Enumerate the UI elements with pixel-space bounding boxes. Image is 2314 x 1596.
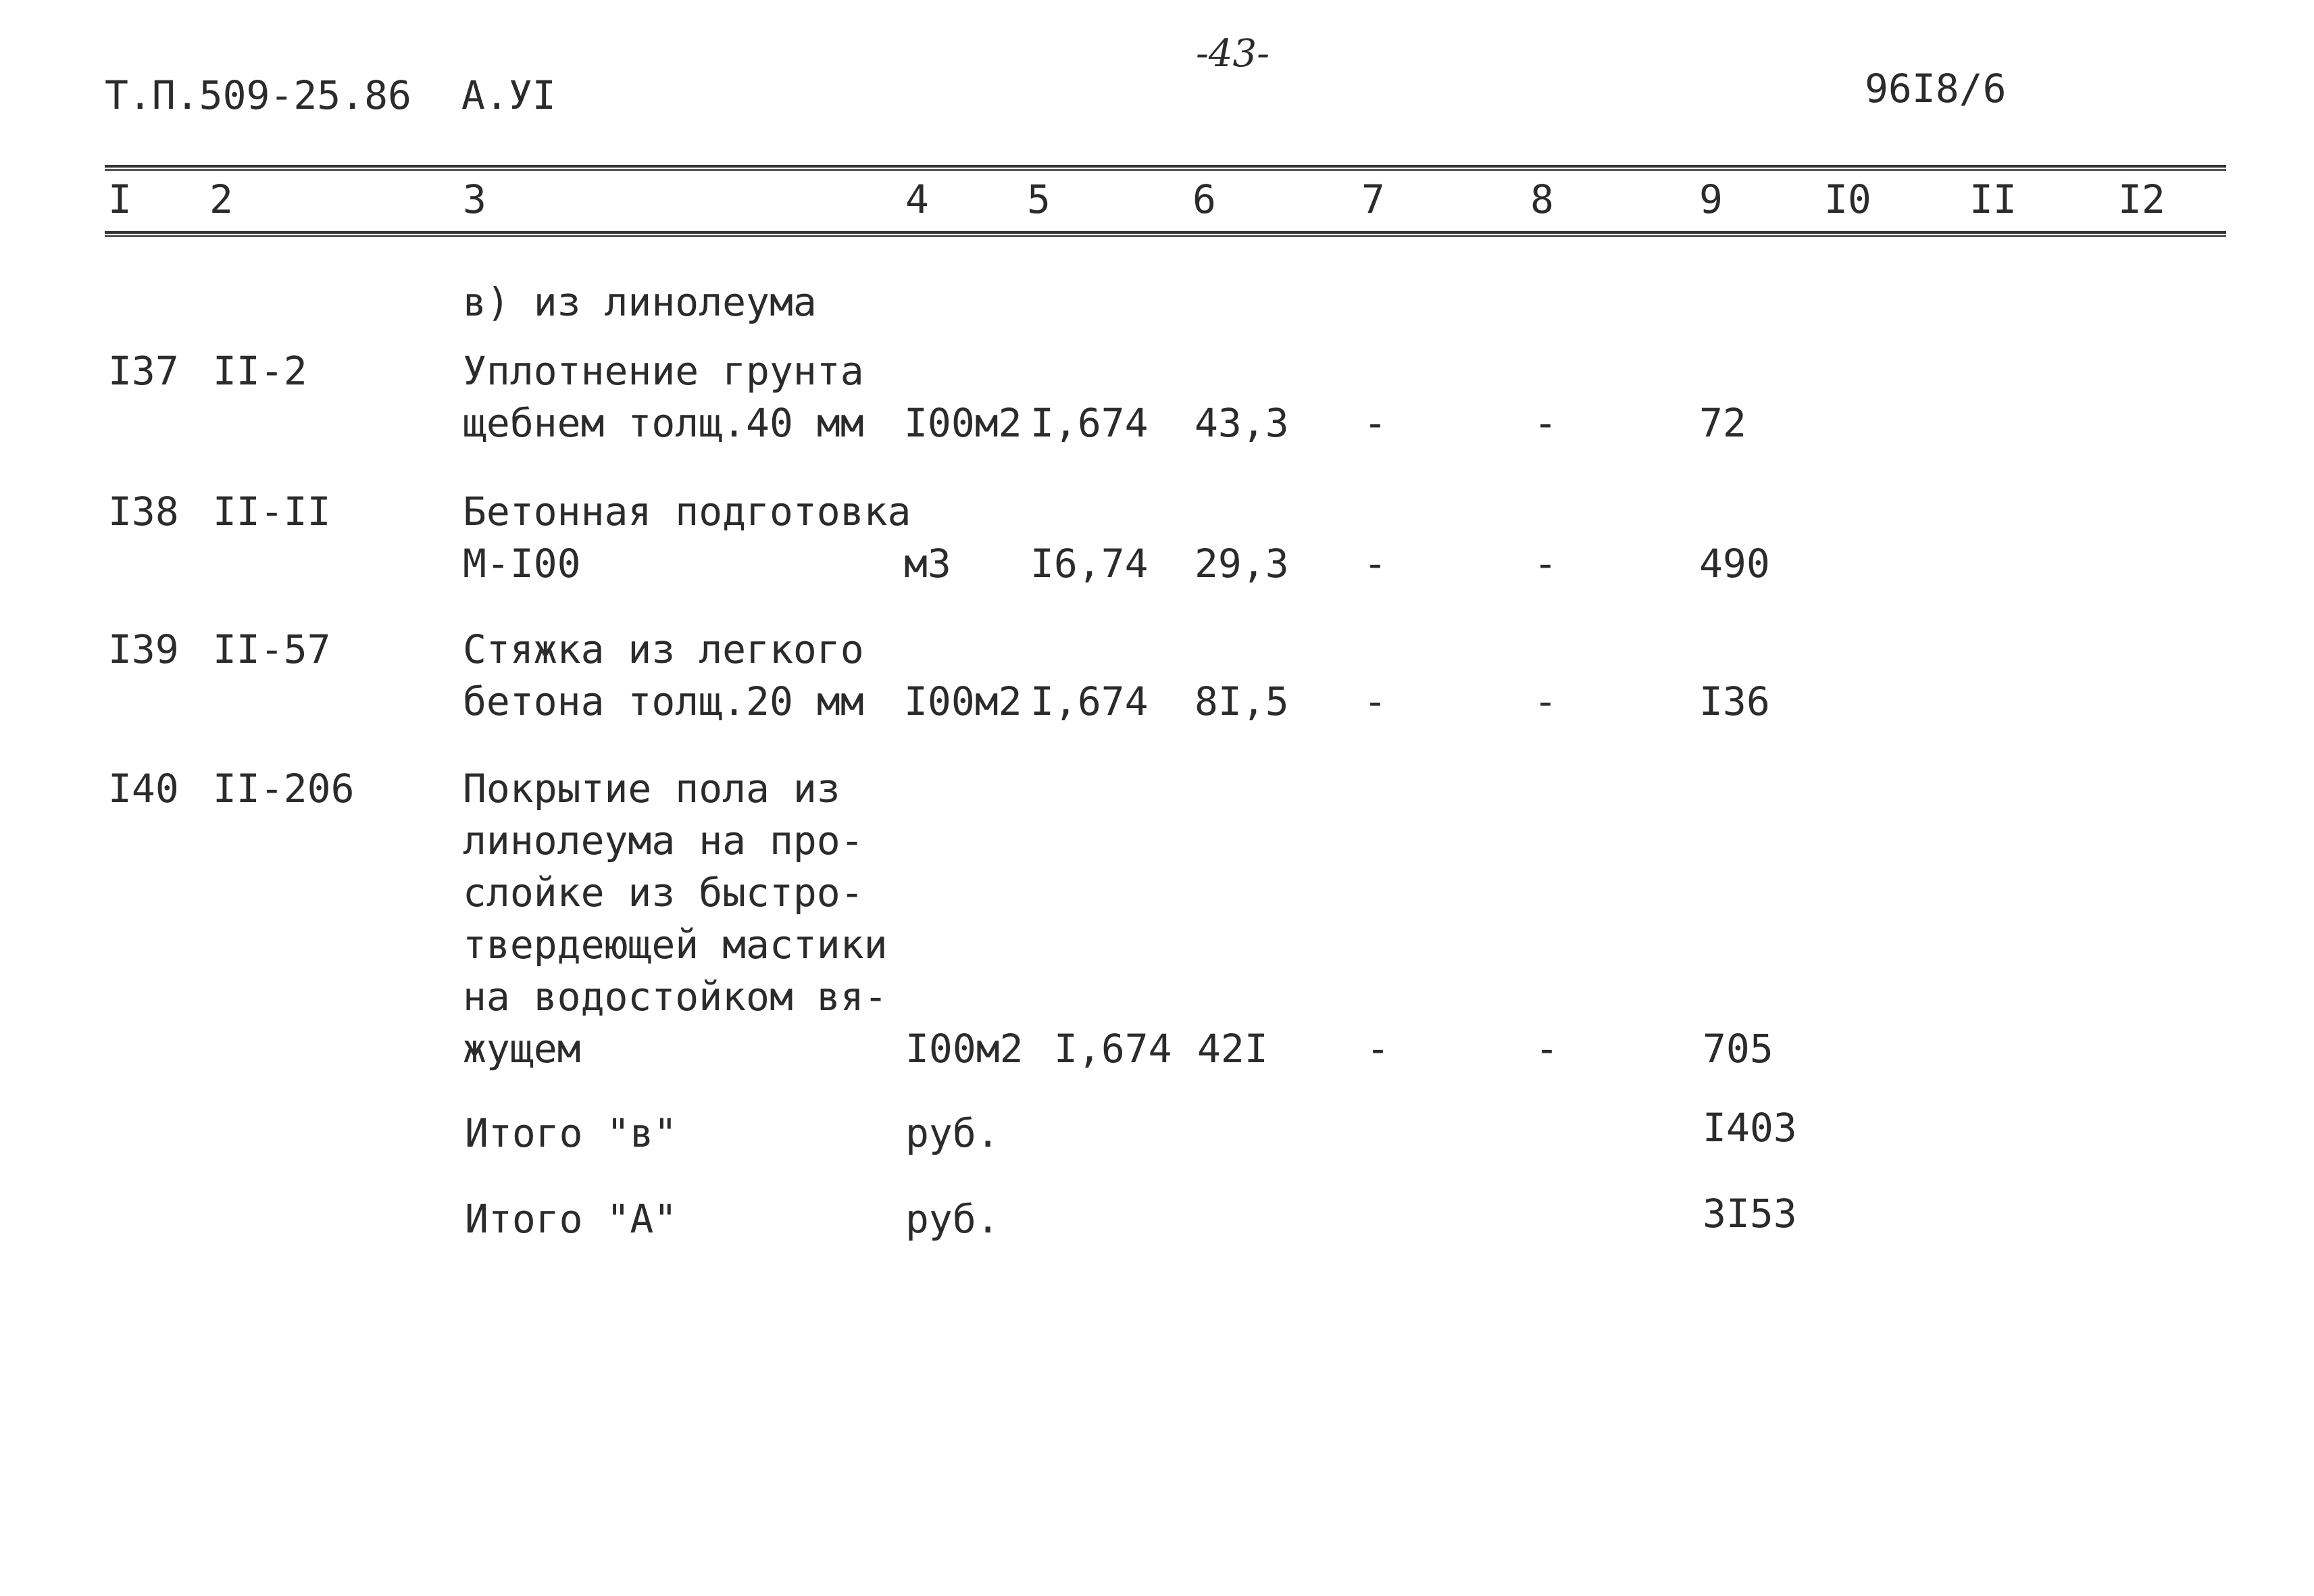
unit: I00м2: [904, 678, 1022, 724]
rate-code: II-206: [213, 766, 355, 812]
section-title: в) из линолеума: [463, 279, 817, 325]
row-number: I40: [108, 766, 179, 812]
col-header-8: 8: [1530, 176, 1554, 222]
col-header-7: 7: [1361, 176, 1385, 222]
unit: I00м2: [904, 400, 1022, 446]
quantity: I,674: [1030, 678, 1149, 724]
total-cost: 705: [1703, 1026, 1774, 1072]
row-number: I39: [108, 626, 179, 672]
subtotal-label: Итого "в": [465, 1110, 678, 1156]
work-description: Уплотнение грунта: [463, 348, 864, 394]
column-8-value: -: [1535, 1026, 1559, 1072]
header-bottom-rule: [105, 231, 2226, 234]
col-header-1: I: [108, 176, 132, 222]
total-cost: I36: [1699, 678, 1770, 724]
col-header-12: I2: [2118, 176, 2165, 222]
unit-price: 43,3: [1194, 400, 1289, 446]
work-description: слойке из быстро-: [463, 870, 864, 916]
column-7-value: -: [1363, 541, 1387, 587]
col-header-6: 6: [1192, 176, 1216, 222]
column-7-value: -: [1363, 678, 1387, 724]
column-8-value: -: [1534, 400, 1557, 446]
rate-code: II-57: [213, 626, 331, 672]
work-description: М-I00: [463, 541, 581, 587]
col-header-3: 3: [463, 176, 486, 222]
column-7-value: -: [1363, 400, 1387, 446]
unit-price: 42I: [1197, 1026, 1268, 1072]
grand-total-unit: руб.: [905, 1196, 1000, 1242]
col-header-9: 9: [1699, 176, 1723, 222]
work-description: твердеющей мастики: [463, 922, 888, 968]
work-description: жущем: [463, 1026, 581, 1072]
rate-code: II-2: [213, 348, 307, 394]
column-7-value: -: [1366, 1026, 1390, 1072]
quantity: I,674: [1054, 1026, 1172, 1072]
col-header-5: 5: [1027, 176, 1051, 222]
grand-total-value: 3I53: [1703, 1191, 1797, 1237]
col-header-10: I0: [1824, 176, 1871, 222]
work-description: линолеума на про-: [463, 818, 864, 864]
total-cost: 72: [1699, 400, 1746, 446]
grand-total-label: Итого "А": [465, 1196, 678, 1242]
header-top-rule: [105, 165, 2226, 168]
subtotal-unit: руб.: [905, 1110, 1000, 1156]
column-8-value: -: [1534, 678, 1557, 724]
subtotal-value: I403: [1703, 1105, 1797, 1151]
album-code: А.УI: [461, 72, 556, 118]
work-description: Покрытие пола из: [463, 766, 840, 812]
row-number: I38: [108, 489, 179, 534]
work-description: щебнем толщ.40 мм: [463, 400, 864, 446]
unit-price: 29,3: [1194, 541, 1289, 587]
row-number: I37: [108, 348, 179, 394]
work-description: Стяжка из легкого: [463, 626, 864, 672]
quantity: I,674: [1030, 400, 1149, 446]
work-description: Бетонная подготовка: [463, 489, 911, 534]
unit: I00м2: [905, 1026, 1024, 1072]
unit-price: 8I,5: [1194, 678, 1289, 724]
document-code: Т.П.509-25.86: [105, 72, 411, 118]
work-description: бетона толщ.20 мм: [463, 678, 864, 724]
work-description: на водостойком вя-: [463, 974, 888, 1020]
total-cost: 490: [1699, 541, 1770, 587]
rate-code: II-II: [213, 489, 331, 534]
col-header-2: 2: [209, 176, 233, 222]
unit: м3: [904, 541, 951, 587]
col-header-4: 4: [905, 176, 929, 222]
col-header-11: II: [1969, 176, 2017, 222]
quantity: I6,74: [1030, 541, 1149, 587]
page-number: -43-: [1196, 32, 1270, 76]
column-8-value: -: [1534, 541, 1557, 587]
sheet-code: 96I8/6: [1865, 66, 2007, 111]
